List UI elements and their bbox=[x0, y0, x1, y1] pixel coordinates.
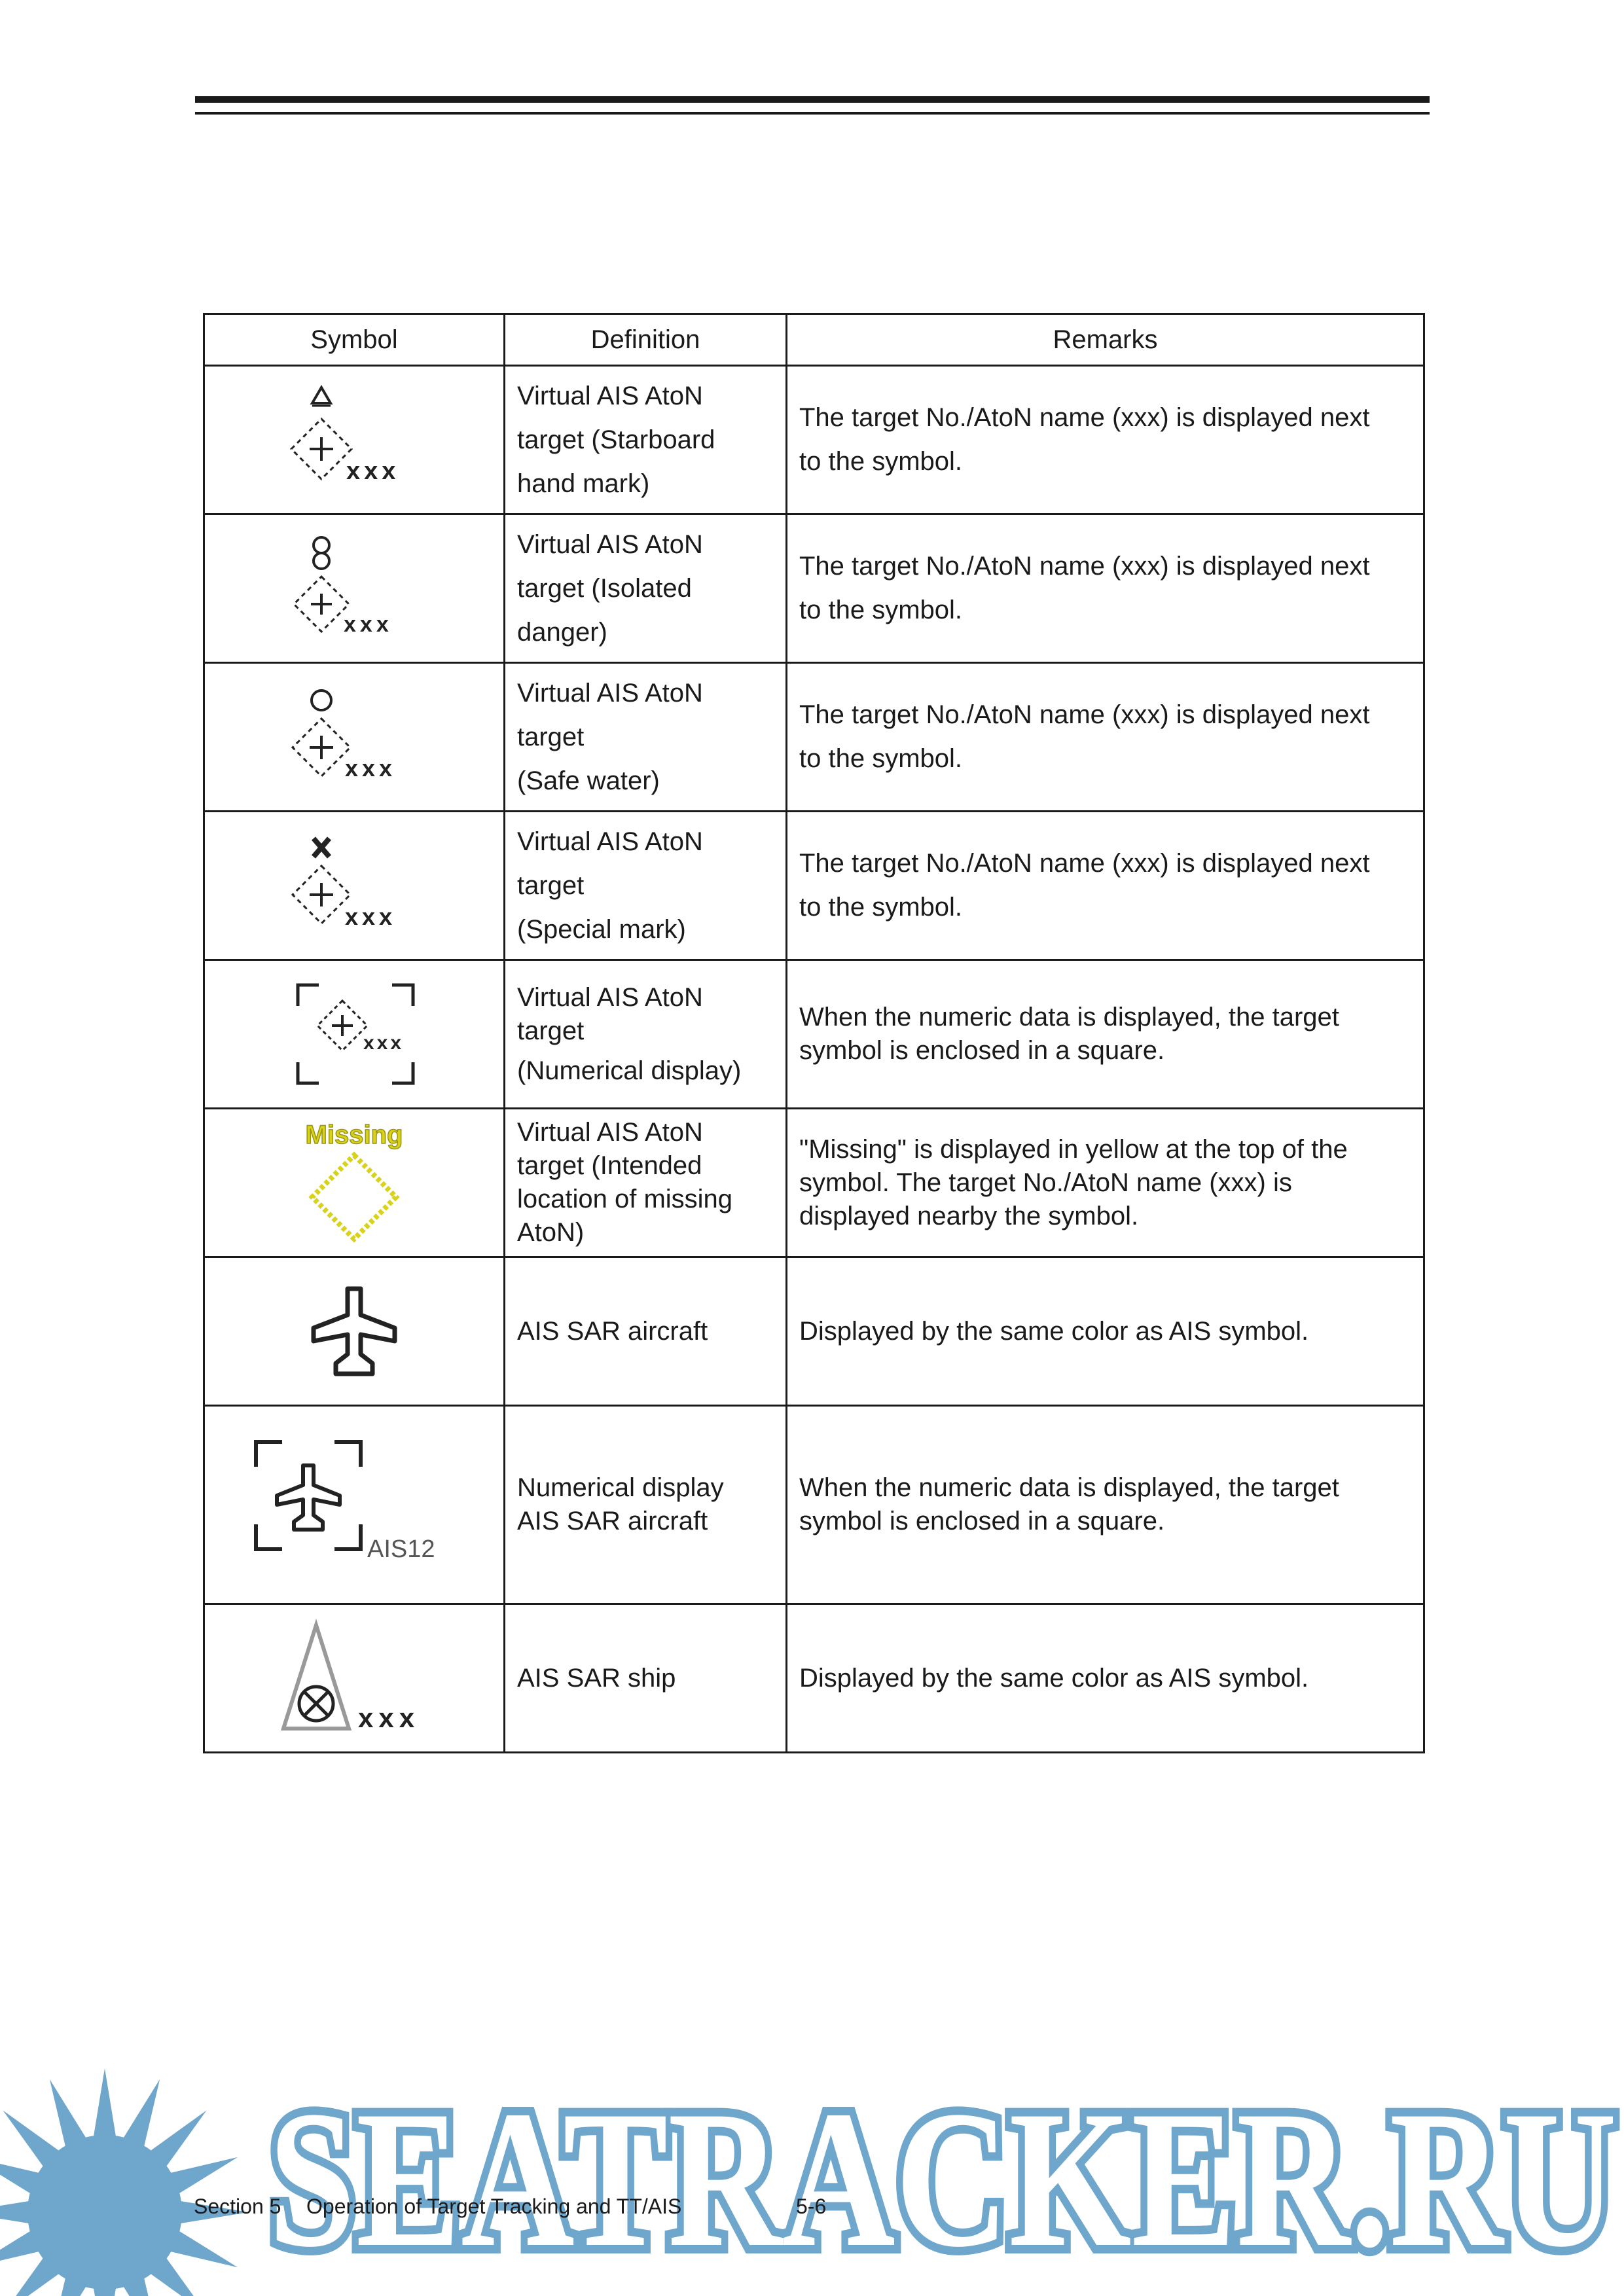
sar-aircraft-icon bbox=[276, 1276, 433, 1387]
symbol-cell bbox=[204, 960, 505, 1109]
header-rule-thick bbox=[195, 96, 1430, 103]
sar-aircraft-numerical-icon bbox=[236, 1426, 472, 1583]
special-mark-icon bbox=[276, 827, 433, 944]
target-label: xxx bbox=[363, 1032, 405, 1054]
definition-cell bbox=[505, 812, 787, 960]
definition-line: AIS SAR aircraft bbox=[517, 1507, 708, 1535]
table-row bbox=[204, 960, 1424, 1109]
remarks-cell bbox=[787, 514, 1424, 663]
remarks-cell bbox=[787, 1604, 1424, 1753]
remarks-line: "Missing" is displayed in yellow at the top of the bbox=[799, 1134, 1348, 1164]
definition-cell bbox=[505, 1257, 787, 1406]
definition-line: Numerical display bbox=[517, 1473, 724, 1502]
header-symbol: Symbol bbox=[204, 314, 505, 366]
remarks-cell bbox=[787, 1406, 1424, 1604]
definition-line: Virtual AIS AtoN bbox=[517, 678, 703, 708]
definition-line: target bbox=[517, 870, 585, 900]
definition-line: Virtual AIS AtoN bbox=[517, 1118, 703, 1147]
footer-page-number: 5-6 bbox=[796, 2195, 827, 2218]
table-header-row bbox=[204, 314, 1424, 366]
remarks-line: The target No./AtoN name (xxx) is displayed next bbox=[799, 552, 1370, 581]
definition-line: target bbox=[517, 1016, 585, 1045]
definition-cell bbox=[505, 366, 787, 514]
definition-line: AtoN) bbox=[517, 1218, 585, 1247]
remarks-line: to the symbol. bbox=[799, 447, 963, 476]
definition-line: target (Starboard bbox=[517, 425, 715, 454]
definition-line: target bbox=[517, 722, 585, 751]
target-label: xxx bbox=[345, 755, 397, 781]
sar-ship-icon bbox=[256, 1616, 452, 1740]
remarks-line: Displayed by the same color as AIS symbol. bbox=[799, 1663, 1309, 1693]
symbol-cell bbox=[204, 1257, 505, 1406]
definition-cell bbox=[505, 1604, 787, 1753]
definition-line: location of missing bbox=[517, 1185, 733, 1213]
remarks-cell bbox=[787, 812, 1424, 960]
sun-logo-icon bbox=[0, 2068, 249, 2296]
symbol-cell bbox=[204, 514, 505, 663]
remarks-line: When the numeric data is displayed, the target bbox=[799, 1473, 1339, 1502]
definition-cell bbox=[505, 663, 787, 812]
target-label: xxx bbox=[345, 903, 397, 930]
remarks-line: The target No./AtoN name (xxx) is displayed next bbox=[799, 403, 1370, 432]
remarks-line: symbol is enclosed in a square. bbox=[799, 1036, 1165, 1065]
remarks-line: When the numeric data is displayed, the target bbox=[799, 1003, 1339, 1031]
definition-line: (Safe water) bbox=[517, 766, 660, 795]
table-row bbox=[204, 514, 1424, 663]
remarks-line: Displayed by the same color as AIS symbol. bbox=[799, 1316, 1309, 1346]
definition-cell bbox=[505, 514, 787, 663]
safe-water-icon bbox=[276, 678, 433, 796]
definition-line: hand mark) bbox=[517, 469, 650, 498]
definition-cell bbox=[505, 1109, 787, 1257]
table-row bbox=[204, 1406, 1424, 1604]
remarks-line: symbol. The target No./AtoN name (xxx) is bbox=[799, 1168, 1292, 1197]
definition-line: Virtual AIS AtoN bbox=[517, 982, 703, 1012]
symbol-cell bbox=[204, 812, 505, 960]
definition-cell bbox=[505, 1406, 787, 1604]
symbol-table bbox=[203, 313, 1425, 1753]
symbol-cell bbox=[204, 1406, 505, 1604]
watermark-text: SEATRACKER.RU bbox=[268, 2070, 1617, 2287]
remarks-cell bbox=[787, 1257, 1424, 1406]
footer-section: Section 5 bbox=[194, 2195, 281, 2218]
definition-line: AIS SAR aircraft bbox=[517, 1316, 708, 1346]
table-row bbox=[204, 366, 1424, 514]
target-label: xxx bbox=[358, 1702, 420, 1733]
missing-aton-icon bbox=[276, 1117, 433, 1248]
definition-line: Virtual AIS AtoN bbox=[517, 381, 703, 410]
table-row bbox=[204, 1604, 1424, 1753]
watermark-text-inner: SEATRACKER.RU bbox=[268, 2070, 1617, 2287]
definition-line: target (Intended bbox=[517, 1151, 702, 1180]
symbol-cell bbox=[204, 663, 505, 812]
definition-line: (Numerical display) bbox=[517, 1056, 742, 1085]
remarks-line: symbol is enclosed in a square. bbox=[799, 1507, 1165, 1535]
remarks-line: The target No./AtoN name (xxx) is displayed next bbox=[799, 849, 1370, 878]
table-row bbox=[204, 812, 1424, 960]
symbol-cell bbox=[204, 366, 505, 514]
definition-line: target (Isolated bbox=[517, 573, 692, 603]
table-row bbox=[204, 1109, 1424, 1257]
definition-line: Virtual AIS AtoN bbox=[517, 529, 703, 559]
symbol-cell bbox=[204, 1109, 505, 1257]
numerical-display-icon bbox=[276, 972, 433, 1096]
isolated-danger-icon bbox=[276, 529, 433, 647]
table-row bbox=[204, 663, 1424, 812]
header-rule-thin bbox=[195, 112, 1430, 115]
footer-title: Operation of Target Tracking and TT/AIS bbox=[306, 2195, 682, 2218]
starboard-hand-mark-icon bbox=[276, 381, 433, 499]
definition-cell bbox=[505, 960, 787, 1109]
table-row bbox=[204, 1257, 1424, 1406]
remarks-line: to the symbol. bbox=[799, 744, 963, 773]
definition-line: (Special mark) bbox=[517, 914, 686, 944]
remarks-cell bbox=[787, 960, 1424, 1109]
missing-label: Missing bbox=[305, 1121, 403, 1149]
remarks-line: displayed nearby the symbol. bbox=[799, 1201, 1139, 1230]
remarks-cell bbox=[787, 1109, 1424, 1257]
remarks-line: The target No./AtoN name (xxx) is displayed next bbox=[799, 700, 1370, 729]
definition-line: AIS SAR ship bbox=[517, 1663, 676, 1693]
remarks-cell bbox=[787, 366, 1424, 514]
target-label: xxx bbox=[344, 612, 393, 637]
remarks-line: to the symbol. bbox=[799, 893, 963, 922]
definition-line: danger) bbox=[517, 617, 607, 647]
remarks-cell bbox=[787, 663, 1424, 812]
header-remarks: Remarks bbox=[787, 314, 1424, 366]
target-label: xxx bbox=[346, 457, 400, 485]
header-definition: Definition bbox=[505, 314, 787, 366]
target-label: AIS12 bbox=[367, 1535, 435, 1563]
seatracker-watermark bbox=[0, 2055, 1624, 2296]
remarks-line: to the symbol. bbox=[799, 596, 963, 624]
symbol-cell bbox=[204, 1604, 505, 1753]
definition-line: Virtual AIS AtoN bbox=[517, 827, 703, 856]
